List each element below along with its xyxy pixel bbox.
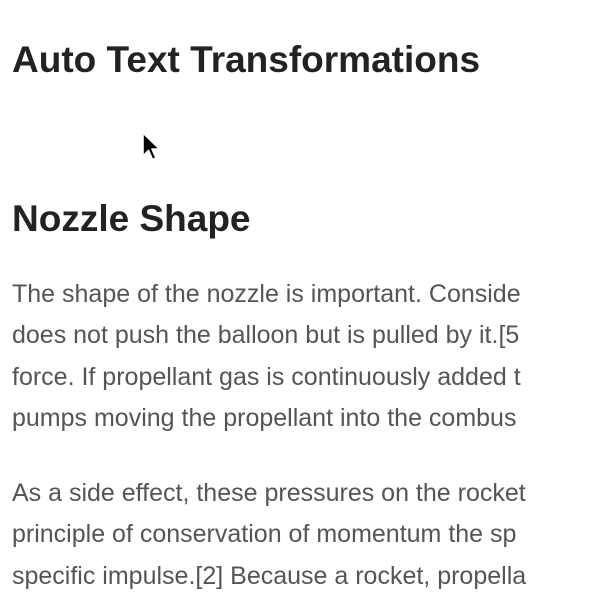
paragraph-line: The shape of the nozzle is important. Conside [12, 280, 521, 308]
paragraph-line: force. If propellant gas is continuously added t [12, 363, 521, 391]
section-heading: Nozzle Shape [12, 198, 251, 239]
mouse-pointer-icon [141, 131, 165, 167]
paragraph-line: does not push the balloon but is pulled by it.[5 [12, 321, 520, 349]
paragraph-line: principle of conservation of momentum the sp [12, 520, 517, 548]
paragraph-line: pumps moving the propellant into the combus [12, 404, 517, 432]
paragraph-line: specific impulse.[2] Because a rocket, propella [12, 562, 527, 590]
page-title: Auto Text Transformations [12, 39, 481, 80]
paragraph-line: As a side effect, these pressures on the rocket [12, 479, 526, 507]
